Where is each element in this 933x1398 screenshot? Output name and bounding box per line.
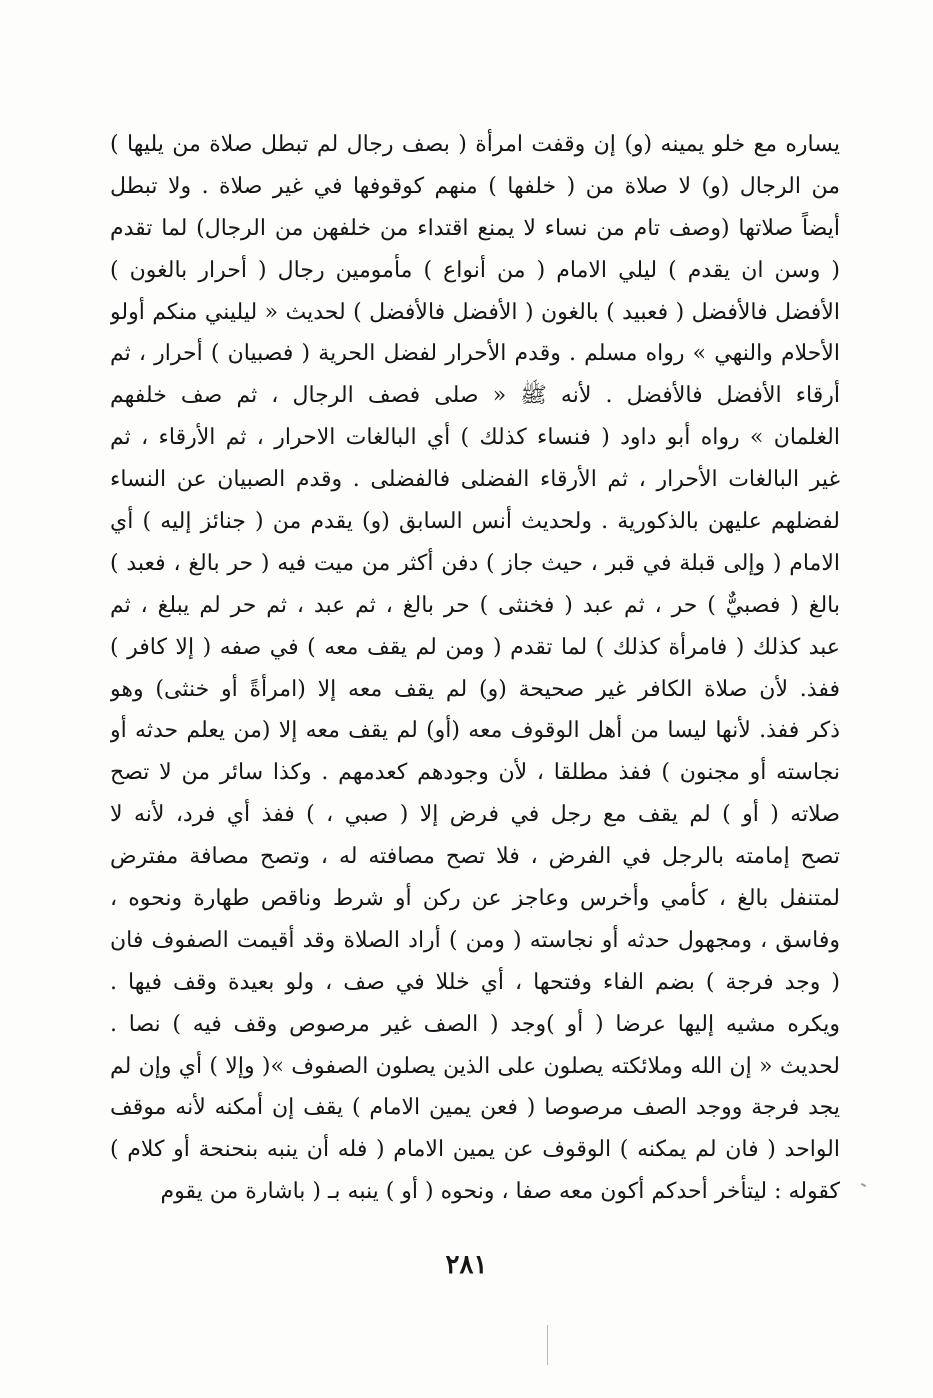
text-line: ( وجد فرجة ) بضم الفاء وفتحها ، أي خللا في صف ، ولو بعيدة وقف فيها . <box>110 969 840 995</box>
scan-artifact-mark <box>861 1183 866 1187</box>
text-line: لمتنفل بالغ ، كأمي وأخرس وعاجز عن ركن أو شرط وناقص طهارة ونحوه ، <box>110 886 840 912</box>
page-number: ٢٨١ <box>445 1250 488 1280</box>
text-line: من الرجال (و) لا صلاة من ( خلفها ) منهم كوقوفها في غير صلاة . ولا تبطل <box>110 173 840 199</box>
text-line: غير البالغات الأحرار ، ثم الأرقاء الفضلى فالفضلى . وقدم الصبيان عن النساء <box>110 467 840 493</box>
text-line: عبد كذلك ( فامرأة كذلك ) لما تقدم ( ومن لم يقف معه ) في صفه ( إلا كافر ) <box>110 634 840 660</box>
text-line: أيضاً صلاتها (وصف تام من نساء لا يمنع اقتداء من خلفهن من الرجال) لما تقدم <box>110 215 840 241</box>
text-line: لفضلهم عليهن بالذكورية . ولحديث أنس السابق (و) يقدم من ( جنائز إليه ) أي <box>110 509 840 535</box>
text-line: الامام ( وإلى قبلة في قبر ، حيث جاز ) دفن أكثر من ميت فيه ( حر بالغ ، فعبد ) <box>110 550 840 576</box>
text-line: أرقاء الأفضل فالأفضل . لأنه ﷺ « صلى فصف الرجال ، ثم صف خلفهم <box>110 383 840 409</box>
text-line: يجد فرجة ووجد الصف مرصوصا ( فعن يمين الامام ) يقف إن أمكنه لأنه موقف <box>110 1095 840 1121</box>
text-line: ( وسن ان يقدم ) ليلي الامام ( من أنواع ) مأمومين رجال ( أحرار بالغون ) <box>110 257 840 283</box>
text-line: تصح إمامته بالرجل في الفرض ، فلا تصح مصافته له ، وتصح مصافة مفترض <box>110 844 840 870</box>
text-line: بالغ ( فصبيٌّ ) حر ، ثم عبد ( فخنثى ) حر بالغ ، ثم عبد ، ثم حر لم يبلغ ، ثم <box>110 592 840 618</box>
text-line: الغلمان » رواه أبو داود ( فنساء كذلك ) أي البالغات الاحرار ، ثم الأرقاء ، ثم <box>110 425 840 451</box>
body-text <box>110 124 840 1213</box>
scan-artifact-line <box>547 1325 548 1365</box>
text-line: يساره مع خلو يمينه (و) إن وقفت امرأة ( بصف رجال لم تبطل صلاة من يليها ) <box>110 132 840 157</box>
text-line: الأفضل فالأفضل ( فعبيد ) بالغون ( الأفضل فالأفضل ) لحديث « ليليني منكم أولو <box>110 299 840 325</box>
text-line: ففذ. لأن صلاة الكافر غير صحيحة (و) لم يقف معه إلا (امرأةً أو خنثى) وهو <box>110 676 840 702</box>
text-line: الواحد ( فان لم يمكنه ) الوقوف عن يمين الامام ( فله أن ينبه بنحنحة أو كلام ) <box>110 1137 840 1163</box>
text-line: الأحلام والنهي » رواه مسلم . وقدم الأحرار لفضل الحرية ( فصبيان ) أحرار ، ثم <box>110 341 840 367</box>
text-line: وفاسق ، ومجهول حدثه أو نجاسته ( ومن ) أراد الصلاة وقد أقيمت الصفوف فان <box>110 927 840 953</box>
text-line: ذكر ففذ. لأنها ليسا من أهل الوقوف معه (أو) لم يقف معه إلا (من يعلم حدثه أو <box>110 718 840 744</box>
text-line: ويكره مشيه إليها عرضا ( أو )وجد ( الصف غير مرصوص وقف فيه ) نصا . <box>110 1011 840 1037</box>
text-line: كقوله : ليتأخر أحدكم أكون معه صفا ، ونحوه ( أو ) ينبه بـ ( باشارة من يقوم <box>160 1179 840 1205</box>
text-line: صلاته ( أو ) لم يقف مع رجل في فرض إلا ( صبي ، ) ففذ أي فرد، لأنه لا <box>110 802 840 828</box>
text-line: نجاسته أو مجنون ) ففذ مطلقا ، لأن وجودهم كعدمهم . وكذا سائر من لا تصح <box>110 760 840 786</box>
text-line: لحديث « إن الله وملائكته يصلون على الذين يصلون الصفوف »( وإلا ) أي وإن لم <box>110 1053 840 1079</box>
